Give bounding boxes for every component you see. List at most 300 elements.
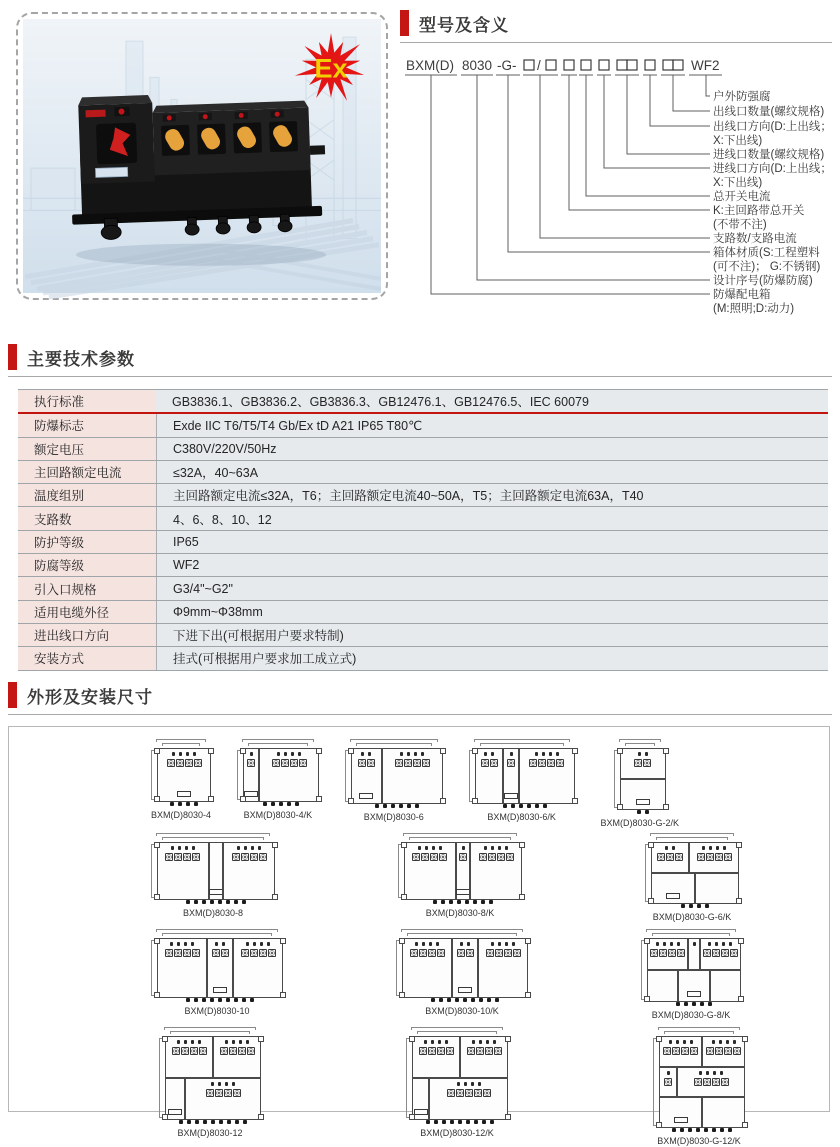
- cable-gland: [226, 900, 230, 904]
- param-label: 额定电压: [18, 438, 156, 460]
- switch-dot: [415, 942, 418, 946]
- dimension-line: [480, 743, 564, 746]
- switch-dot: [179, 752, 182, 756]
- socket: [232, 853, 240, 861]
- dimension-line: [162, 837, 264, 840]
- cable-gland: [194, 900, 198, 904]
- socket: [395, 759, 403, 767]
- param-value: Exde IIC T6/T5/T4 Gb/Ex tD A21 IP65 T80℃: [156, 414, 828, 436]
- socket: [465, 1089, 473, 1097]
- switch-row: [424, 1040, 448, 1044]
- cable-gland: [186, 900, 190, 904]
- switch-dot: [184, 1040, 187, 1044]
- switch-dot: [491, 752, 494, 756]
- switch-row: [215, 942, 225, 946]
- socket: [428, 1047, 436, 1055]
- switch-row: [170, 942, 194, 946]
- switch-dot: [683, 1040, 686, 1044]
- param-label: 安装方式: [18, 647, 156, 669]
- socket: [250, 853, 258, 861]
- switch-row: [667, 1071, 670, 1075]
- switch-dot: [726, 1040, 729, 1044]
- dimensions-section: [8, 682, 832, 1146]
- dimension-line: [356, 743, 432, 746]
- module: [166, 1079, 184, 1119]
- socket: [650, 949, 658, 957]
- dimension-line: [409, 837, 511, 840]
- cable-gland: [203, 1120, 207, 1124]
- socket: [299, 759, 307, 767]
- switch-dot: [284, 752, 287, 756]
- switch-row: [246, 942, 270, 946]
- dimension-line: [417, 1031, 497, 1034]
- dimension-line: [664, 1031, 734, 1034]
- dimension-line: [645, 844, 648, 902]
- socket-row: [419, 1047, 454, 1055]
- cable-gland: [219, 1120, 223, 1124]
- socket: [229, 1047, 237, 1055]
- dimension-line: [625, 743, 655, 746]
- socket: [666, 853, 674, 861]
- dimension-diagram: [406, 1027, 508, 1139]
- socket: [413, 759, 421, 767]
- cable-gland: [383, 804, 387, 808]
- cable-gland: [511, 804, 515, 808]
- module: [621, 780, 665, 809]
- switch-row: [418, 846, 442, 850]
- dimension-diagram: [159, 1027, 261, 1139]
- dimension-line: [162, 933, 272, 936]
- cable-gland: [242, 900, 246, 904]
- socket: [174, 949, 182, 957]
- model-label: 户外防强腐: [713, 91, 771, 103]
- switch-dot: [246, 942, 249, 946]
- switch-dot: [191, 942, 194, 946]
- params-table: [18, 389, 828, 671]
- cable-gland: [495, 998, 499, 1002]
- cable-gland: [235, 1120, 239, 1124]
- socket: [547, 759, 555, 767]
- switch-dot: [719, 1040, 722, 1044]
- nameplate: [666, 893, 680, 899]
- switch-row: [237, 846, 261, 850]
- diagram-caption: BXM(D)8030-G-6/K: [652, 912, 732, 922]
- switch-dot: [368, 752, 371, 756]
- switch-dot: [716, 846, 719, 850]
- socket: [476, 1047, 484, 1055]
- cable-gland: [705, 904, 709, 908]
- model-label: X:下出线): [713, 177, 763, 189]
- switch-dot: [656, 942, 659, 946]
- switch-dot: [665, 846, 668, 850]
- cable-gland: [712, 1128, 716, 1132]
- cable-gland: [466, 1120, 470, 1124]
- dimension-line: [469, 750, 472, 802]
- cable-gland: [450, 1120, 454, 1124]
- switch-dot: [407, 752, 410, 756]
- socket: [224, 1089, 232, 1097]
- module: [688, 843, 738, 872]
- socket: [506, 853, 514, 861]
- socket: [467, 1047, 475, 1055]
- module: [405, 843, 455, 899]
- socket: [474, 1089, 482, 1097]
- socket: [272, 759, 280, 767]
- module: [652, 843, 688, 872]
- switch-dot: [436, 942, 439, 946]
- cable-gland: [689, 904, 693, 908]
- switch-row: [702, 846, 726, 850]
- switch-row: [535, 752, 559, 756]
- dimension-line: [151, 750, 154, 800]
- section-header-model: [400, 10, 832, 43]
- cable-gland: [442, 1120, 446, 1124]
- dimension-line: [248, 743, 308, 746]
- module: [701, 1098, 744, 1127]
- dimension-diagram: [600, 739, 679, 829]
- model-material: -G-: [497, 58, 517, 73]
- socket: [556, 759, 564, 767]
- switch-dot: [184, 942, 187, 946]
- model-label: 出线口数量(螺纹规格): [713, 106, 825, 118]
- switch-row: [484, 846, 508, 850]
- switch-row: [462, 846, 465, 850]
- model-label: 进线口方向(D:上出线；: [713, 163, 832, 175]
- param-value: 4、6、8、10、12: [156, 507, 828, 529]
- cable-gland: [210, 900, 214, 904]
- mounting-ear: [617, 748, 623, 754]
- module: [352, 749, 381, 803]
- dimension-line: [650, 833, 734, 836]
- model-suffix: WF2: [691, 58, 720, 73]
- model-label: 进线口数量(螺纹规格): [713, 149, 825, 161]
- nameplate: [458, 987, 472, 993]
- socket: [176, 759, 184, 767]
- switch-dot: [361, 752, 364, 756]
- socket: [681, 1047, 689, 1055]
- model-label: (可不注)； G:不锈钢): [713, 261, 821, 273]
- switch-dot: [510, 752, 513, 756]
- socket: [504, 949, 512, 957]
- product-photo: [23, 19, 381, 293]
- socket: [706, 853, 714, 861]
- gland-row: [166, 1120, 260, 1124]
- module: [403, 939, 451, 997]
- product-photo-frame: [16, 12, 388, 300]
- cable-gland: [449, 900, 453, 904]
- switch-dot: [472, 1040, 475, 1044]
- cable-gland: [170, 802, 174, 806]
- switch-dot: [722, 942, 725, 946]
- dimension-line: [646, 929, 736, 932]
- dimension-diagram: [645, 833, 739, 923]
- socket: [259, 949, 267, 957]
- model-meaning-labels: [713, 89, 832, 315]
- module: [158, 939, 206, 997]
- param-value: G3/4"~G2": [156, 577, 828, 599]
- socket: [247, 759, 255, 767]
- switch-row: [712, 1040, 736, 1044]
- switch-dot: [663, 942, 666, 946]
- socket-row: [663, 1047, 698, 1055]
- table-row: [18, 577, 828, 600]
- socket: [290, 759, 298, 767]
- switch-row: [172, 752, 196, 756]
- module: [648, 971, 677, 1001]
- cable-gland: [645, 810, 649, 814]
- module: [476, 749, 503, 803]
- module: [381, 749, 442, 803]
- switch-dot: [512, 942, 515, 946]
- dimension-line: [345, 750, 348, 802]
- table-row: [18, 601, 828, 624]
- socket: [721, 949, 729, 957]
- cable-gland: [441, 900, 445, 904]
- switch-dot: [237, 846, 240, 850]
- cable-gland: [226, 998, 230, 1002]
- mounting-ear: [519, 842, 525, 848]
- mounting-ear: [154, 938, 160, 944]
- param-label: 支路数: [18, 507, 156, 529]
- switch-dot: [491, 942, 494, 946]
- switch-dot: [192, 846, 195, 850]
- enclosure-outline: [351, 748, 443, 804]
- module: [694, 874, 738, 903]
- dimension-line: [170, 1031, 250, 1034]
- model-label: (不带不注): [713, 219, 767, 231]
- switch-dot: [422, 942, 425, 946]
- dimension-line: [401, 929, 523, 932]
- cable-gland: [465, 900, 469, 904]
- model-label: K:主回路带总开关: [713, 205, 805, 217]
- socket: [494, 1047, 502, 1055]
- socket-row: [206, 1089, 241, 1097]
- dimension-diagram: [641, 929, 741, 1021]
- socket: [185, 759, 193, 767]
- nameplate: [674, 1117, 688, 1123]
- socket: [697, 853, 705, 861]
- cable-gland: [250, 998, 254, 1002]
- cable-gland: [672, 1128, 676, 1132]
- switch-dot: [713, 1071, 716, 1075]
- socket: [174, 853, 182, 861]
- cable-gland: [195, 1120, 199, 1124]
- switch-dot: [246, 1040, 249, 1044]
- socket-row: [165, 853, 200, 861]
- dimension-line: [156, 739, 206, 742]
- model-serial: 8030: [462, 58, 493, 73]
- enclosure-outline: [157, 842, 275, 900]
- model-label: 设计序号(防爆防腐): [713, 275, 813, 287]
- mounting-ear: [280, 938, 286, 944]
- cable-gland: [186, 998, 190, 1002]
- socket: [495, 949, 503, 957]
- model-label: 出线口方向(D:上出线；: [713, 121, 832, 133]
- socket: [437, 1047, 445, 1055]
- cable-gland: [684, 1002, 688, 1006]
- socket: [659, 949, 667, 957]
- mounting-ear: [316, 748, 322, 754]
- dimension-line: [156, 929, 278, 932]
- switch-dot: [258, 846, 261, 850]
- module: [660, 1098, 701, 1127]
- gland-row: [158, 900, 274, 904]
- cable-gland: [676, 1002, 680, 1006]
- socket-row: [212, 949, 229, 957]
- mounting-ear: [154, 748, 160, 754]
- mounting-ear: [572, 748, 578, 754]
- dimension-diagram: [151, 833, 275, 919]
- socket: [422, 759, 430, 767]
- cable-gland: [637, 810, 641, 814]
- socket: [721, 1078, 729, 1086]
- cable-gland: [447, 998, 451, 1002]
- socket-row: [694, 1078, 729, 1086]
- cable-gland: [243, 1120, 247, 1124]
- param-value: C380V/220V/50Hz: [156, 438, 828, 460]
- cable-gland: [431, 998, 435, 1002]
- socket: [529, 759, 537, 767]
- switch-dot: [193, 752, 196, 756]
- switch-dot: [467, 942, 470, 946]
- mounting-ear: [736, 842, 742, 848]
- module: [709, 971, 740, 1001]
- mounting-ear: [162, 1036, 168, 1042]
- socket: [490, 759, 498, 767]
- module: [428, 1079, 507, 1119]
- cable-gland: [391, 804, 395, 808]
- diagram-caption: BXM(D)8030-8: [182, 908, 244, 918]
- param-value: ≤32A，40~63A: [156, 461, 828, 483]
- socket-row: [697, 853, 732, 861]
- cable-gland: [434, 1120, 438, 1124]
- dimension-line: [658, 1027, 740, 1030]
- dimension-line: [159, 1038, 162, 1118]
- module: [660, 1068, 676, 1097]
- enclosure-outline: [243, 748, 319, 802]
- cable-gland: [481, 900, 485, 904]
- socket: [690, 1047, 698, 1055]
- model-connector-lines: [431, 75, 710, 294]
- switch-dot: [479, 1040, 482, 1044]
- switch-dot: [425, 846, 428, 850]
- cable-gland: [700, 1002, 704, 1006]
- nameplate: [244, 791, 258, 797]
- socket: [486, 949, 494, 957]
- mounting-ear: [272, 842, 278, 848]
- switch-dot: [498, 846, 501, 850]
- module: [413, 1037, 459, 1077]
- cable-gland: [433, 900, 437, 904]
- switch-dot: [462, 846, 465, 850]
- module: [232, 939, 282, 997]
- module: [208, 843, 222, 899]
- socket: [183, 949, 191, 957]
- switch-dot: [457, 1082, 460, 1086]
- cable-gland: [543, 804, 547, 808]
- enclosure-outline: [402, 938, 528, 998]
- nameplate: [95, 167, 127, 177]
- dimension-line: [151, 844, 154, 898]
- mounting-ear: [472, 748, 478, 754]
- module: [206, 939, 232, 997]
- socket: [724, 853, 732, 861]
- switch-dot: [464, 1082, 467, 1086]
- mounting-ear: [648, 842, 654, 848]
- params-section: [8, 344, 832, 671]
- mounting-ear: [399, 938, 405, 944]
- enclosure-outline: [651, 842, 739, 904]
- cable-gland: [692, 1002, 696, 1006]
- dimension-line: [237, 750, 240, 800]
- switch-row: [699, 1071, 723, 1075]
- cable-gland: [415, 804, 419, 808]
- socket-row: [529, 759, 564, 767]
- switch-row: [211, 1082, 235, 1086]
- section-title-dimensions: 外形及安装尺寸: [27, 687, 153, 707]
- socket: [488, 853, 496, 861]
- socket-row: [165, 949, 200, 957]
- switch-dot: [177, 942, 180, 946]
- gland-row: [476, 804, 574, 808]
- socket-row: [241, 949, 276, 957]
- socket-row: [167, 759, 202, 767]
- cable-gland: [271, 802, 275, 806]
- cable-gland: [474, 1120, 478, 1124]
- socket-row: [657, 853, 683, 861]
- switch-dot: [709, 846, 712, 850]
- socket-row: [247, 759, 255, 767]
- switch-dot: [733, 1040, 736, 1044]
- gland-row: [660, 1128, 744, 1132]
- socket: [367, 759, 375, 767]
- cable-gland: [479, 998, 483, 1002]
- dimension-diagram: [396, 929, 528, 1017]
- socket: [192, 949, 200, 957]
- mounting-ear: [440, 748, 446, 754]
- table-row: [18, 554, 828, 577]
- cable-gland: [473, 900, 477, 904]
- gland-row: [158, 998, 282, 1002]
- socket-row: [706, 1047, 741, 1055]
- switch-dot: [225, 1040, 228, 1044]
- switch-row: [457, 1082, 481, 1086]
- switch-row: [472, 1040, 496, 1044]
- switch-dot: [186, 752, 189, 756]
- model-label: 总开关电流: [713, 191, 771, 203]
- switch-dot: [429, 942, 432, 946]
- cable-gland: [426, 1120, 430, 1124]
- param-value: IP65: [156, 531, 828, 553]
- cable-gland: [218, 900, 222, 904]
- socket: [167, 759, 175, 767]
- module: [518, 749, 574, 803]
- switch-dot: [445, 1040, 448, 1044]
- socket: [419, 1047, 427, 1055]
- diagram-caption: BXM(D)8030-G-2/K: [600, 818, 679, 828]
- switch-row: [277, 752, 301, 756]
- switch-dot: [720, 1071, 723, 1075]
- cable-gland: [194, 998, 198, 1002]
- socket-row: [412, 853, 447, 861]
- socket: [430, 853, 438, 861]
- table-row: [18, 507, 828, 530]
- switch-dot: [298, 752, 301, 756]
- switch-dot: [460, 942, 463, 946]
- module: [502, 749, 517, 803]
- diagram-caption: BXM(D)8030-G-12/K: [657, 1136, 741, 1146]
- cable-gland: [487, 998, 491, 1002]
